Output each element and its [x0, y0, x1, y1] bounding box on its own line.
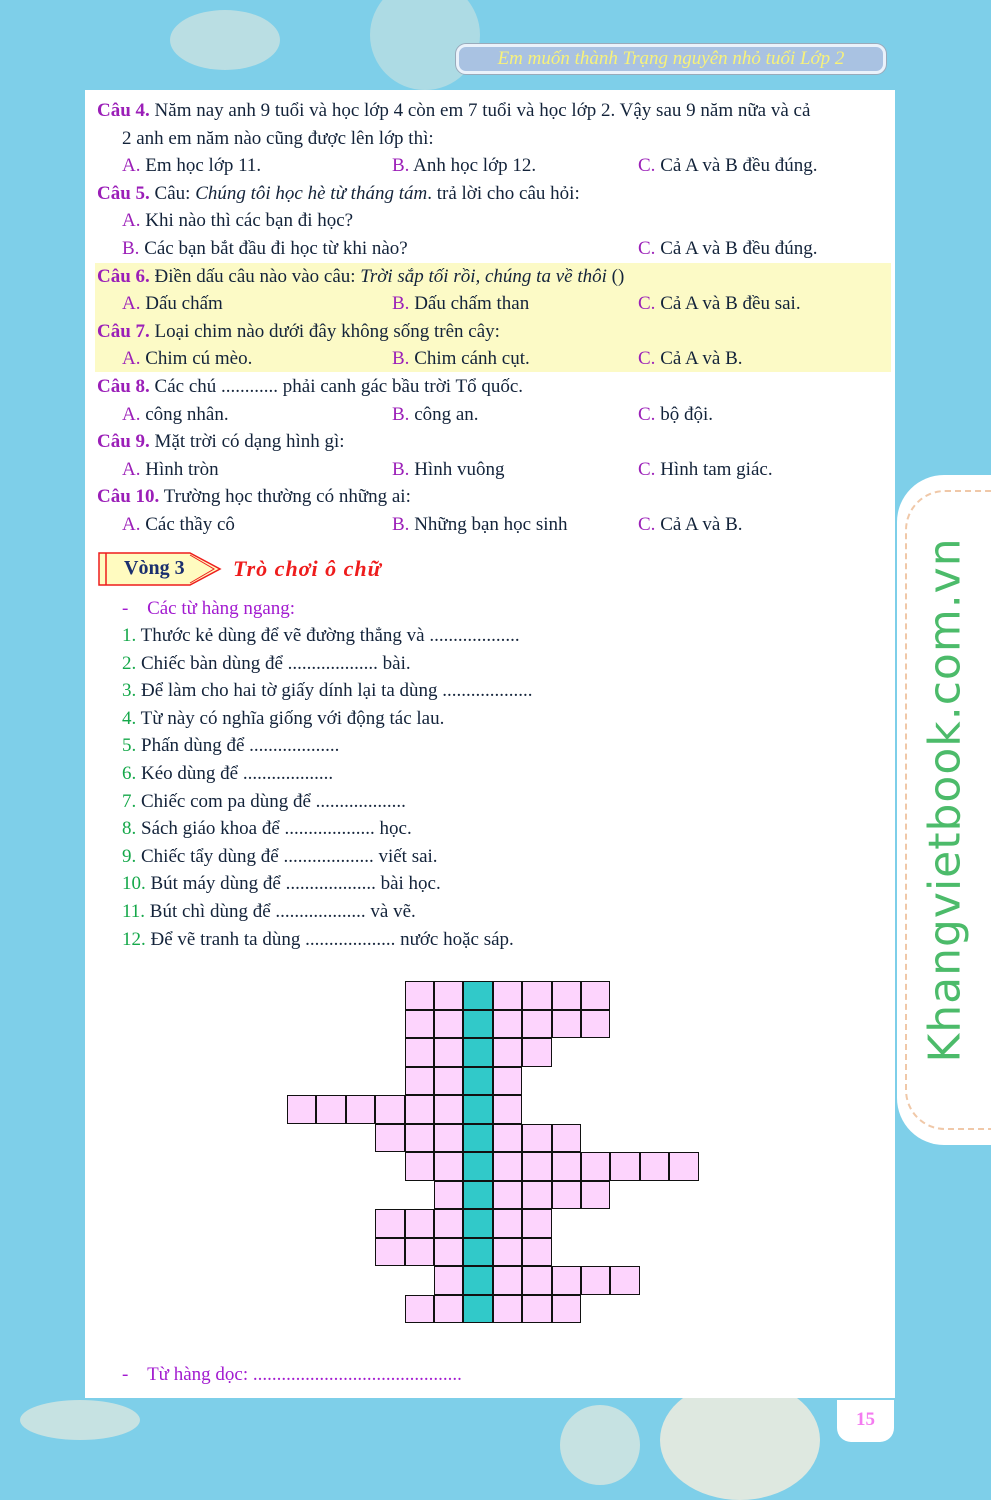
question-quote: Chúng tôi học hè từ tháng tám [195, 182, 428, 204]
question-text: Điền dấu câu nào vào câu: [154, 265, 361, 287]
question [97, 431, 345, 453]
crossword-cell[interactable] [493, 1266, 522, 1295]
crossword-cell[interactable] [552, 1295, 581, 1324]
crossword-cell[interactable] [405, 1124, 434, 1153]
question-text-after: . trả lời cho câu hỏi: [427, 182, 580, 204]
option-key: C. [638, 514, 656, 535]
crossword-cell[interactable] [552, 1124, 581, 1153]
clue-number: 7. [122, 790, 137, 812]
vertical-heading-text: Từ hàng dọc: ............................................ [147, 1364, 462, 1385]
question [97, 376, 523, 398]
option-text: Dấu chấm than [414, 293, 530, 315]
crossword-cell[interactable] [375, 1238, 404, 1267]
clue-text: Chiếc bàn dùng để ................... bài. [141, 652, 411, 674]
answer-option[interactable] [122, 348, 252, 370]
clue-text: Bút chì dùng để ................... và vẽ. [149, 901, 416, 922]
clue-number: 4. [122, 707, 137, 729]
crossword-cell[interactable] [316, 1095, 345, 1124]
vertical-heading [122, 1364, 462, 1386]
clue-text: Sách giáo khoa để ................... học. [141, 818, 412, 840]
clue-number: 6. [122, 763, 137, 784]
option-text: công nhân. [145, 403, 229, 425]
crossword-cell[interactable] [287, 1095, 316, 1124]
crossword-cell[interactable] [493, 1038, 522, 1067]
crossword-cell[interactable] [669, 1152, 698, 1181]
answer-option[interactable] [638, 459, 773, 481]
crossword-cell[interactable] [522, 1124, 551, 1153]
crossword-cell[interactable] [522, 1181, 551, 1210]
crossword-cell[interactable] [493, 1124, 522, 1153]
crossword-cell[interactable] [493, 1095, 522, 1124]
crossword-key-cell[interactable] [463, 1209, 492, 1238]
question-text: Câu: [154, 182, 196, 204]
answer-option[interactable] [392, 404, 479, 426]
crossword-cell[interactable] [493, 1152, 522, 1181]
answer-option[interactable] [392, 293, 529, 315]
option-key: A. [122, 293, 141, 315]
option-key: B. [392, 514, 410, 535]
option-text: bộ đội. [660, 403, 713, 425]
clue [122, 625, 520, 647]
crossword-cell[interactable] [581, 1010, 610, 1039]
option-key: B. [122, 238, 140, 259]
header-banner: Em muốn thành Trạng nguyên nhỏ tuổi Lớp 2 [456, 44, 886, 74]
crossword-key-cell[interactable] [463, 1181, 492, 1210]
crossword-cell[interactable] [522, 1238, 551, 1267]
answer-option[interactable] [392, 459, 504, 481]
crossword-cell[interactable] [405, 1095, 434, 1124]
crossword-cell[interactable] [405, 1038, 434, 1067]
crossword-cell[interactable] [405, 1152, 434, 1181]
clue [122, 929, 514, 951]
option-text: Hình tam giác. [660, 458, 773, 480]
crossword-cell[interactable] [610, 1152, 639, 1181]
clue [122, 708, 444, 730]
round-title: Trò chơi ô chữ [233, 556, 382, 581]
question-label: Câu 9. [97, 431, 150, 453]
option-key: B. [392, 458, 410, 480]
answer-option[interactable] [122, 238, 408, 260]
option-key: B. [392, 403, 410, 425]
crossword-cell[interactable] [434, 1181, 463, 1210]
question-text: Năm nay anh 9 tuổi và học lớp 4 còn em 7 tuổi và học lớp 2. Vậy sau 9 năm nữa và cả [154, 100, 811, 121]
option-key: C. [638, 293, 656, 315]
option-key: C. [638, 403, 656, 425]
answer-option[interactable] [122, 514, 235, 536]
question-text-after: () [606, 265, 625, 287]
crossword-cell[interactable] [493, 1295, 522, 1324]
question-text: 2 anh em năm nào cũng được lên lớp thì: [122, 127, 434, 149]
crossword-cell[interactable] [493, 1067, 522, 1096]
crossword-cell[interactable] [610, 1266, 639, 1295]
question-label: Câu 8. [97, 376, 150, 397]
question-text: Các chú ............ phải canh gác bầu trời Tổ quốc. [154, 376, 524, 397]
crossword-cell[interactable] [522, 1295, 551, 1324]
option-text: Những bạn học sinh [414, 514, 568, 535]
option-key: B. [392, 155, 410, 177]
crossword-cell[interactable] [493, 1238, 522, 1267]
answer-option[interactable] [638, 238, 817, 260]
clue-number: 12. [122, 928, 146, 950]
option-text: Cả A và B. [660, 348, 743, 370]
crossword-key-cell[interactable] [463, 1038, 492, 1067]
option-key: A. [122, 514, 141, 535]
crossword-cell[interactable] [434, 1295, 463, 1324]
crossword-cell[interactable] [434, 1266, 463, 1295]
question-line-2 [122, 128, 434, 150]
option-key: C. [638, 348, 656, 370]
crossword-cell[interactable] [434, 1010, 463, 1039]
crossword-cell[interactable] [405, 1010, 434, 1039]
option-key: C. [638, 238, 656, 259]
option-text: công an. [414, 403, 479, 425]
dash: - [122, 598, 129, 619]
option-key: A. [122, 348, 141, 370]
clue-text: Chiếc com pa dùng để ................... [141, 790, 406, 812]
clue-number: 3. [122, 680, 137, 702]
option-text: Cả A và B. [660, 514, 743, 535]
option-text: Khi nào thì các bạn đi học? [145, 210, 354, 232]
clue-text: Thước kẻ dùng để vẽ đường thẳng và ................... [140, 625, 520, 646]
clue [122, 901, 416, 923]
crossword-cell[interactable] [522, 1152, 551, 1181]
clue-text: Bút máy dùng để ................... bài học. [150, 873, 441, 895]
dash: - [122, 1364, 129, 1385]
clue-text: Để vẽ tranh ta dùng ................... nước hoặc sáp. [150, 928, 514, 950]
answer-option[interactable] [638, 514, 743, 536]
crossword-cell[interactable] [552, 981, 581, 1010]
option-key: C. [638, 155, 656, 177]
crossword-cell[interactable] [493, 1010, 522, 1039]
answer-option[interactable] [638, 404, 713, 426]
option-text: Cả A và B đều đúng. [660, 155, 818, 177]
question-label: Câu 5. [97, 182, 150, 204]
crossword-cell[interactable] [405, 1067, 434, 1096]
answer-option[interactable] [638, 155, 817, 177]
answer-option[interactable] [122, 459, 219, 481]
option-text: Chim cánh cụt. [414, 348, 530, 370]
answer-option[interactable] [392, 155, 536, 177]
watermark: Khangvietbook.com.vn [919, 537, 971, 1063]
option-key: A. [122, 210, 141, 232]
crossword-cell[interactable] [581, 1181, 610, 1210]
clue [122, 653, 411, 675]
answer-option[interactable] [122, 293, 223, 315]
crossword-cell[interactable] [375, 1095, 404, 1124]
crossword-cell[interactable] [346, 1095, 375, 1124]
crossword-key-cell[interactable] [463, 1238, 492, 1267]
answer-option[interactable] [122, 404, 229, 426]
crossword-cell[interactable] [405, 1295, 434, 1324]
question [97, 486, 411, 508]
crossword-key-cell[interactable] [463, 1067, 492, 1096]
answer-option[interactable] [638, 348, 743, 370]
clue [122, 846, 438, 868]
option-key: A. [122, 458, 141, 480]
crossword-key-cell[interactable] [463, 1266, 492, 1295]
clue [122, 680, 533, 702]
crossword-cell[interactable] [405, 981, 434, 1010]
option-key: B. [392, 293, 410, 315]
clue [122, 818, 412, 840]
crossword-cell[interactable] [434, 1209, 463, 1238]
clue-number: 1. [122, 625, 137, 646]
question-text: Mặt trời có dạng hình gì: [154, 431, 345, 453]
clue [122, 763, 333, 785]
crossword-cell[interactable] [522, 1038, 551, 1067]
clue-text: Chiếc tẩy dùng để ................... viết sai. [141, 845, 438, 867]
option-text: Cả A và B đều sai. [660, 293, 801, 315]
clue [122, 873, 441, 895]
question-label: Câu 6. [97, 265, 150, 287]
clue-number: 9. [122, 845, 137, 867]
clue-text: Từ này có nghĩa giống với động tác lau. [140, 707, 445, 729]
crossword-key-cell[interactable] [463, 1095, 492, 1124]
crossword-cell[interactable] [493, 1181, 522, 1210]
crossword-key-cell[interactable] [463, 1295, 492, 1324]
horizontal-heading-text: Các từ hàng ngang: [147, 598, 296, 619]
clue [122, 791, 406, 813]
option-text: Chim cú mèo. [145, 348, 253, 370]
question [97, 321, 500, 343]
answer-option[interactable] [392, 348, 530, 370]
crossword-cell[interactable] [493, 981, 522, 1010]
crossword-cell[interactable] [434, 1238, 463, 1267]
clue-number: 10. [122, 873, 146, 895]
option-text: Cả A và B đều đúng. [660, 238, 818, 259]
clue [122, 735, 339, 757]
question-text: Loại chim nào dưới đây không sống trên cây: [154, 320, 500, 342]
crossword-cell[interactable] [493, 1209, 522, 1238]
crossword-cell[interactable] [434, 1124, 463, 1153]
crossword-cell[interactable] [552, 1152, 581, 1181]
crossword-cell[interactable] [434, 1038, 463, 1067]
question-label: Câu 7. [97, 320, 150, 342]
horizontal-heading [122, 598, 295, 620]
crossword-cell[interactable] [581, 981, 610, 1010]
option-text: Dấu chấm [145, 293, 223, 315]
question-label: Câu 10. [97, 486, 160, 508]
crossword-cell[interactable] [522, 1209, 551, 1238]
crossword-key-cell[interactable] [463, 1152, 492, 1181]
question-label: Câu 4. [97, 100, 150, 121]
crossword-cell[interactable] [405, 1209, 434, 1238]
option-key: A. [122, 403, 141, 425]
question-text: Trường học thường có những ai: [163, 486, 411, 508]
crossword-cell[interactable] [581, 1152, 610, 1181]
crossword-cell[interactable] [552, 1010, 581, 1039]
question-quote: Trời sắp tối rồi, chúng ta về thôi [360, 265, 607, 287]
crossword-cell[interactable] [375, 1124, 404, 1153]
answer-option[interactable] [638, 293, 801, 315]
page-number: 15 [837, 1400, 894, 1442]
crossword-cell[interactable] [522, 1266, 551, 1295]
crossword-cell[interactable] [552, 1266, 581, 1295]
option-text: Các thầy cô [145, 514, 235, 535]
crossword-cell[interactable] [522, 981, 551, 1010]
crossword-cell[interactable] [640, 1152, 669, 1181]
clue-number: 5. [122, 735, 137, 757]
crossword-cell[interactable] [375, 1209, 404, 1238]
clue-text: Để làm cho hai tờ giấy dính lại ta dùng ................... [141, 680, 533, 702]
answer-option[interactable] [122, 155, 261, 177]
round-label: Vòng 3 [124, 557, 185, 579]
option-text: Anh học lớp 12. [413, 155, 537, 177]
question [97, 183, 580, 205]
option-text: Hình vuông [414, 458, 505, 480]
crossword-key-cell[interactable] [463, 1010, 492, 1039]
question [97, 100, 810, 122]
question [97, 266, 624, 288]
answer-option[interactable] [392, 514, 568, 536]
option-text: Hình tròn [145, 458, 219, 480]
crossword-cell[interactable] [522, 1010, 551, 1039]
clue-text: Kéo dùng để ................... [141, 763, 334, 784]
crossword-cell[interactable] [552, 1181, 581, 1210]
crossword-cell[interactable] [434, 981, 463, 1010]
option-key: C. [638, 458, 656, 480]
crossword-cell[interactable] [405, 1238, 434, 1267]
crossword-cell[interactable] [581, 1266, 610, 1295]
crossword-cell[interactable] [434, 1152, 463, 1181]
clue-number: 8. [122, 818, 137, 840]
option-text: Em học lớp 11. [145, 155, 262, 177]
crossword-key-cell[interactable] [463, 981, 492, 1010]
answer-option[interactable] [122, 210, 353, 232]
crossword-cell[interactable] [434, 1067, 463, 1096]
clue-text: Phấn dùng để ................... [141, 735, 340, 757]
crossword-cell[interactable] [434, 1095, 463, 1124]
crossword-key-cell[interactable] [463, 1124, 492, 1153]
option-key: B. [392, 348, 410, 370]
clue-number: 2. [122, 652, 137, 674]
option-key: A. [122, 155, 141, 177]
clue-number: 11. [122, 901, 146, 922]
option-text: Các bạn bắt đầu đi học từ khi nào? [144, 238, 408, 259]
